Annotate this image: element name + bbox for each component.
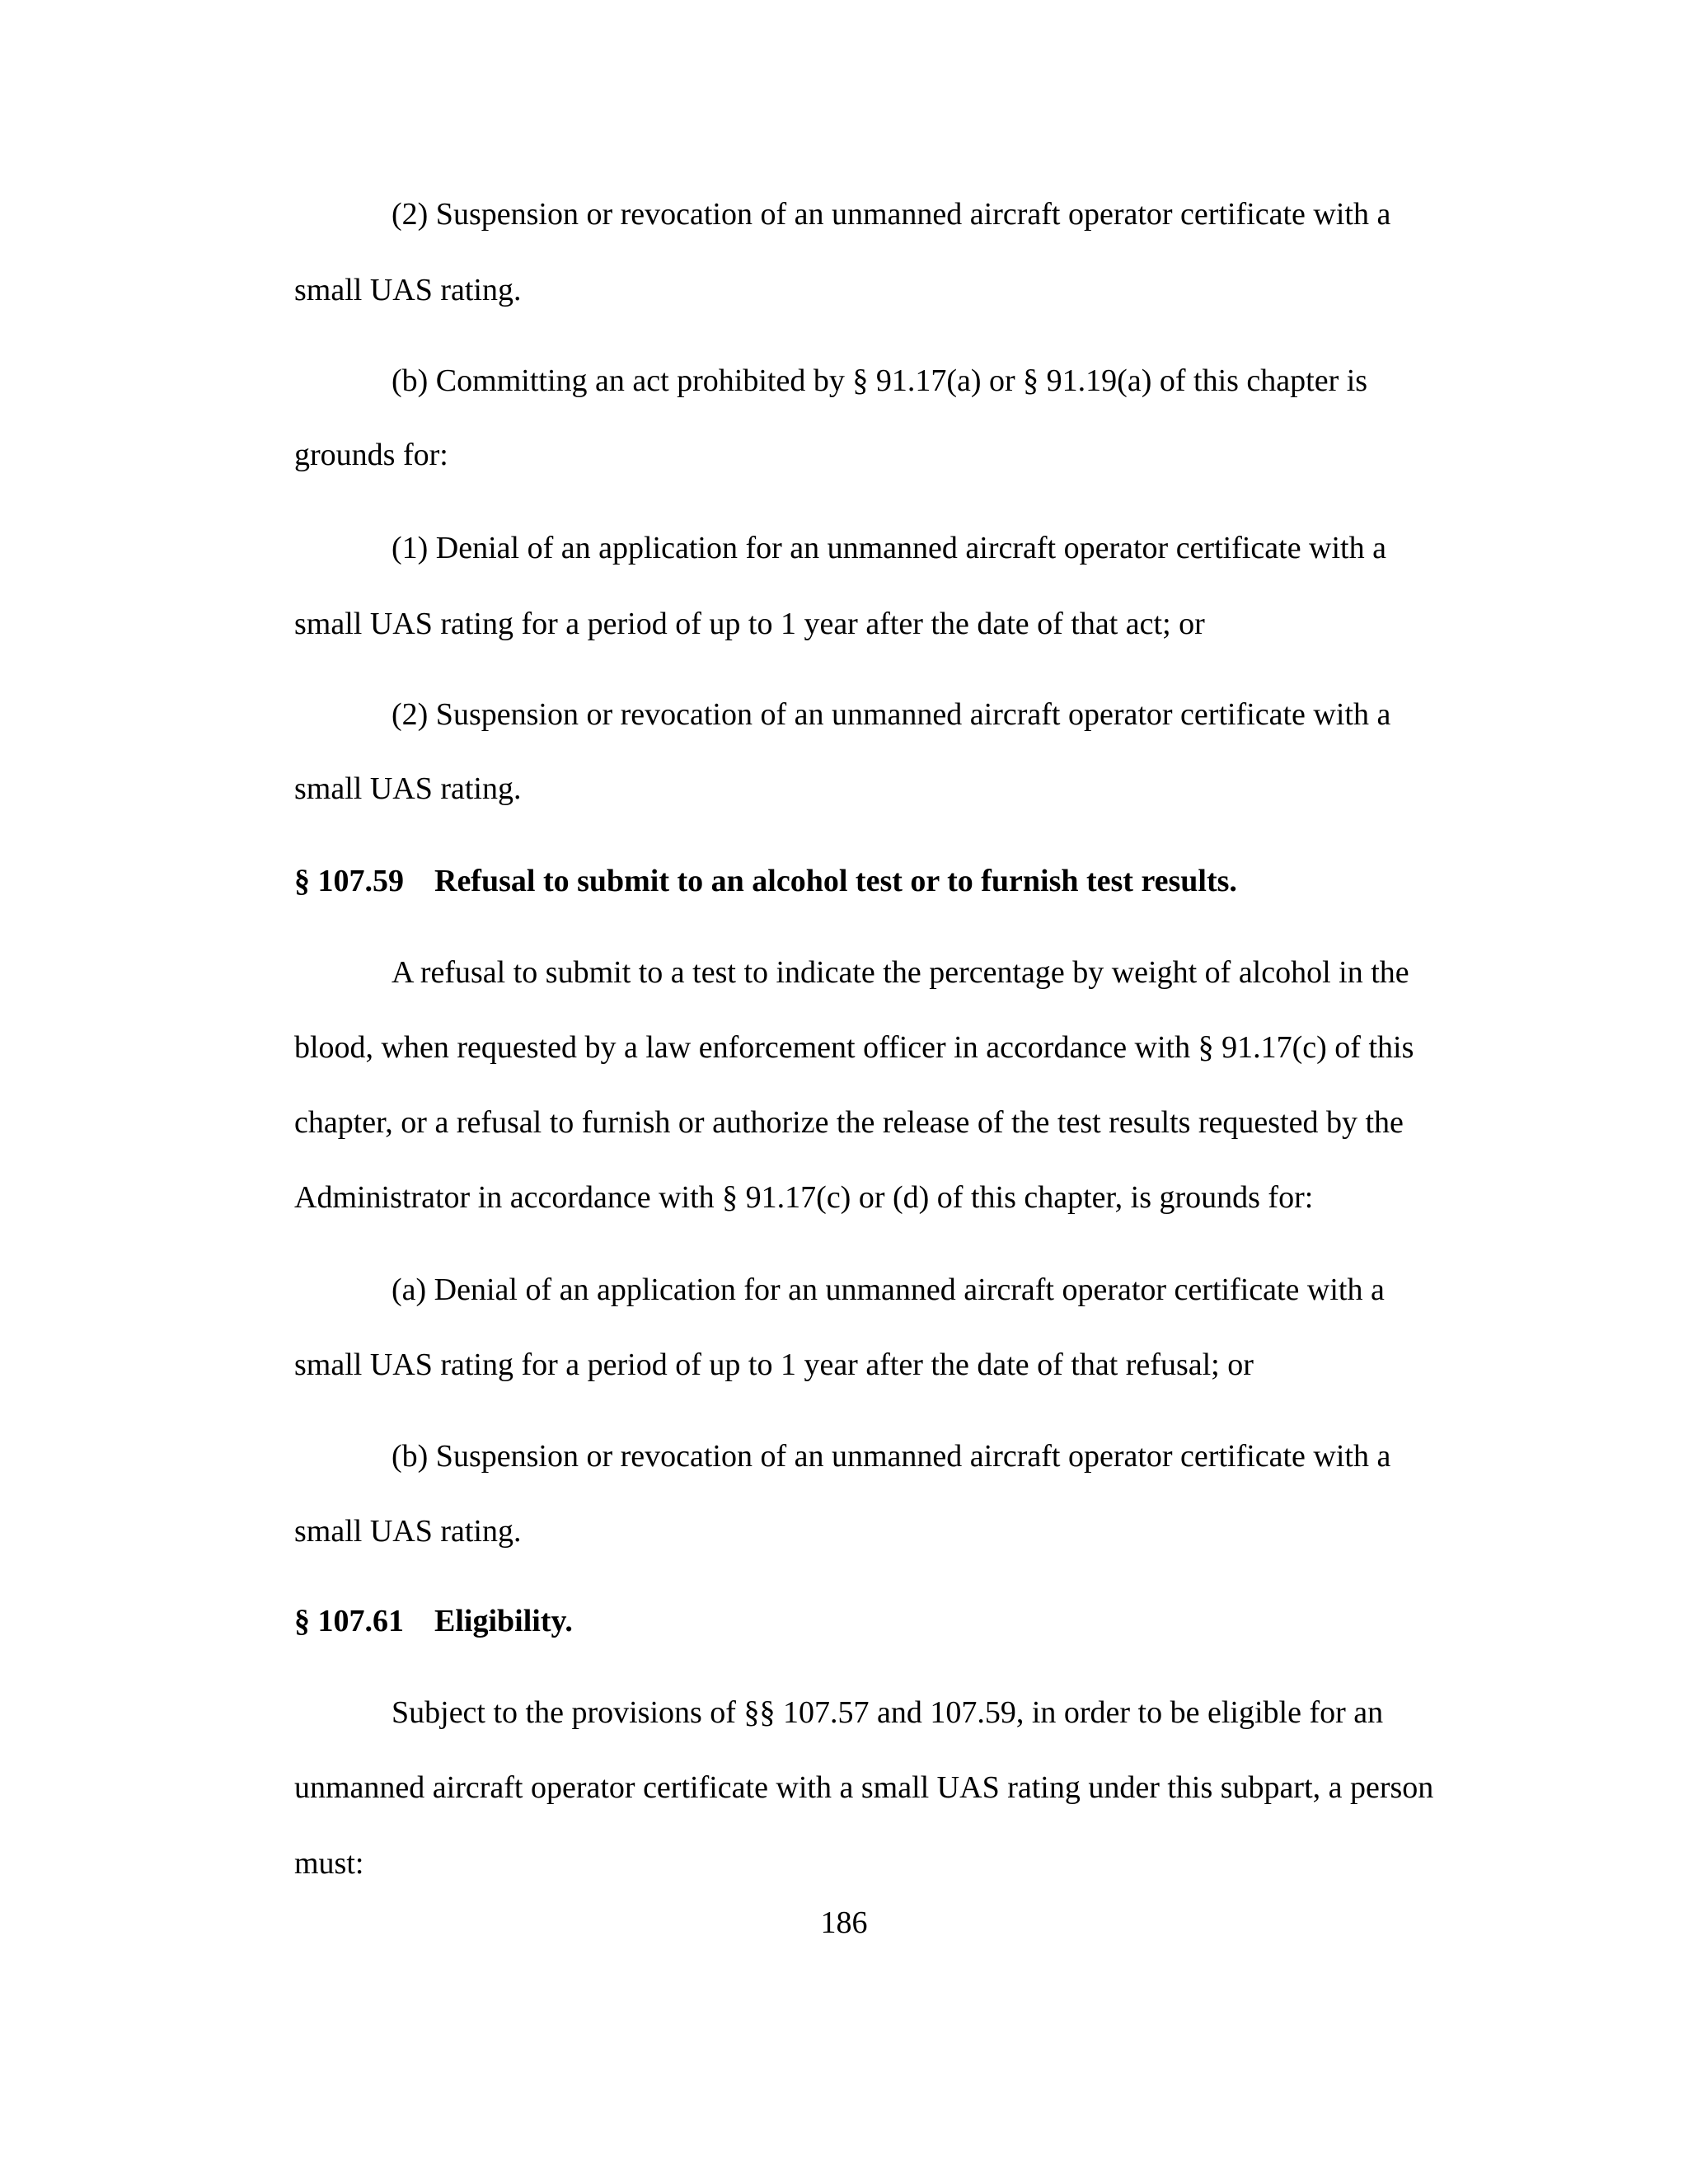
paragraph-line: blood, when requested by a law enforcement officer in accordance with § 91.17(c) of this bbox=[294, 1030, 1414, 1065]
paragraph-line: small UAS rating. bbox=[294, 273, 522, 307]
section-heading-107-61 bbox=[294, 1603, 573, 1639]
paragraph-line: small UAS rating. bbox=[294, 1514, 522, 1549]
paragraph-line: small UAS rating. bbox=[294, 771, 522, 806]
paragraph-line: unmanned aircraft operator certificate with a small UAS rating under this subpart, a person bbox=[294, 1770, 1434, 1805]
section-title: Refusal to submit to an alcohol test or to furnish test results. bbox=[434, 864, 1237, 898]
paragraph-line: small UAS rating for a period of up to 1 year after the date of that act; or bbox=[294, 607, 1205, 641]
section-heading-107-59 bbox=[294, 863, 1237, 899]
paragraph-line: (1) Denial of an application for an unmanned aircraft operator certificate with a bbox=[392, 531, 1386, 565]
paragraph-line: (a) Denial of an application for an unmanned aircraft operator certificate with a bbox=[392, 1272, 1385, 1307]
paragraph-line: Administrator in accordance with § 91.17(c) or (d) of this chapter, is grounds for: bbox=[294, 1180, 1314, 1215]
section-number: § 107.59 bbox=[294, 864, 404, 898]
paragraph-line: (2) Suspension or revocation of an unmanned aircraft operator certificate with a bbox=[392, 197, 1391, 232]
section-title: Eligibility. bbox=[434, 1604, 573, 1638]
paragraph-line: (b) Suspension or revocation of an unmanned aircraft operator certificate with a bbox=[392, 1439, 1391, 1474]
paragraph-line: small UAS rating for a period of up to 1 year after the date of that refusal; or bbox=[294, 1347, 1254, 1382]
paragraph-line: chapter, or a refusal to furnish or authorize the release of the test results requested by the bbox=[294, 1105, 1404, 1140]
page-number: 186 bbox=[820, 1905, 868, 1940]
paragraph-line: (b) Committing an act prohibited by § 91.17(a) or § 91.19(a) of this chapter is bbox=[392, 363, 1368, 398]
paragraph-line: (2) Suspension or revocation of an unmanned aircraft operator certificate with a bbox=[392, 697, 1391, 732]
paragraph-line: grounds for: bbox=[294, 438, 448, 472]
section-number: § 107.61 bbox=[294, 1604, 404, 1638]
paragraph-line: Subject to the provisions of §§ 107.57 and 107.59, in order to be eligible for an bbox=[392, 1695, 1384, 1730]
paragraph-line: A refusal to submit to a test to indicate the percentage by weight of alcohol in the bbox=[392, 955, 1409, 990]
paragraph-line: must: bbox=[294, 1846, 364, 1881]
